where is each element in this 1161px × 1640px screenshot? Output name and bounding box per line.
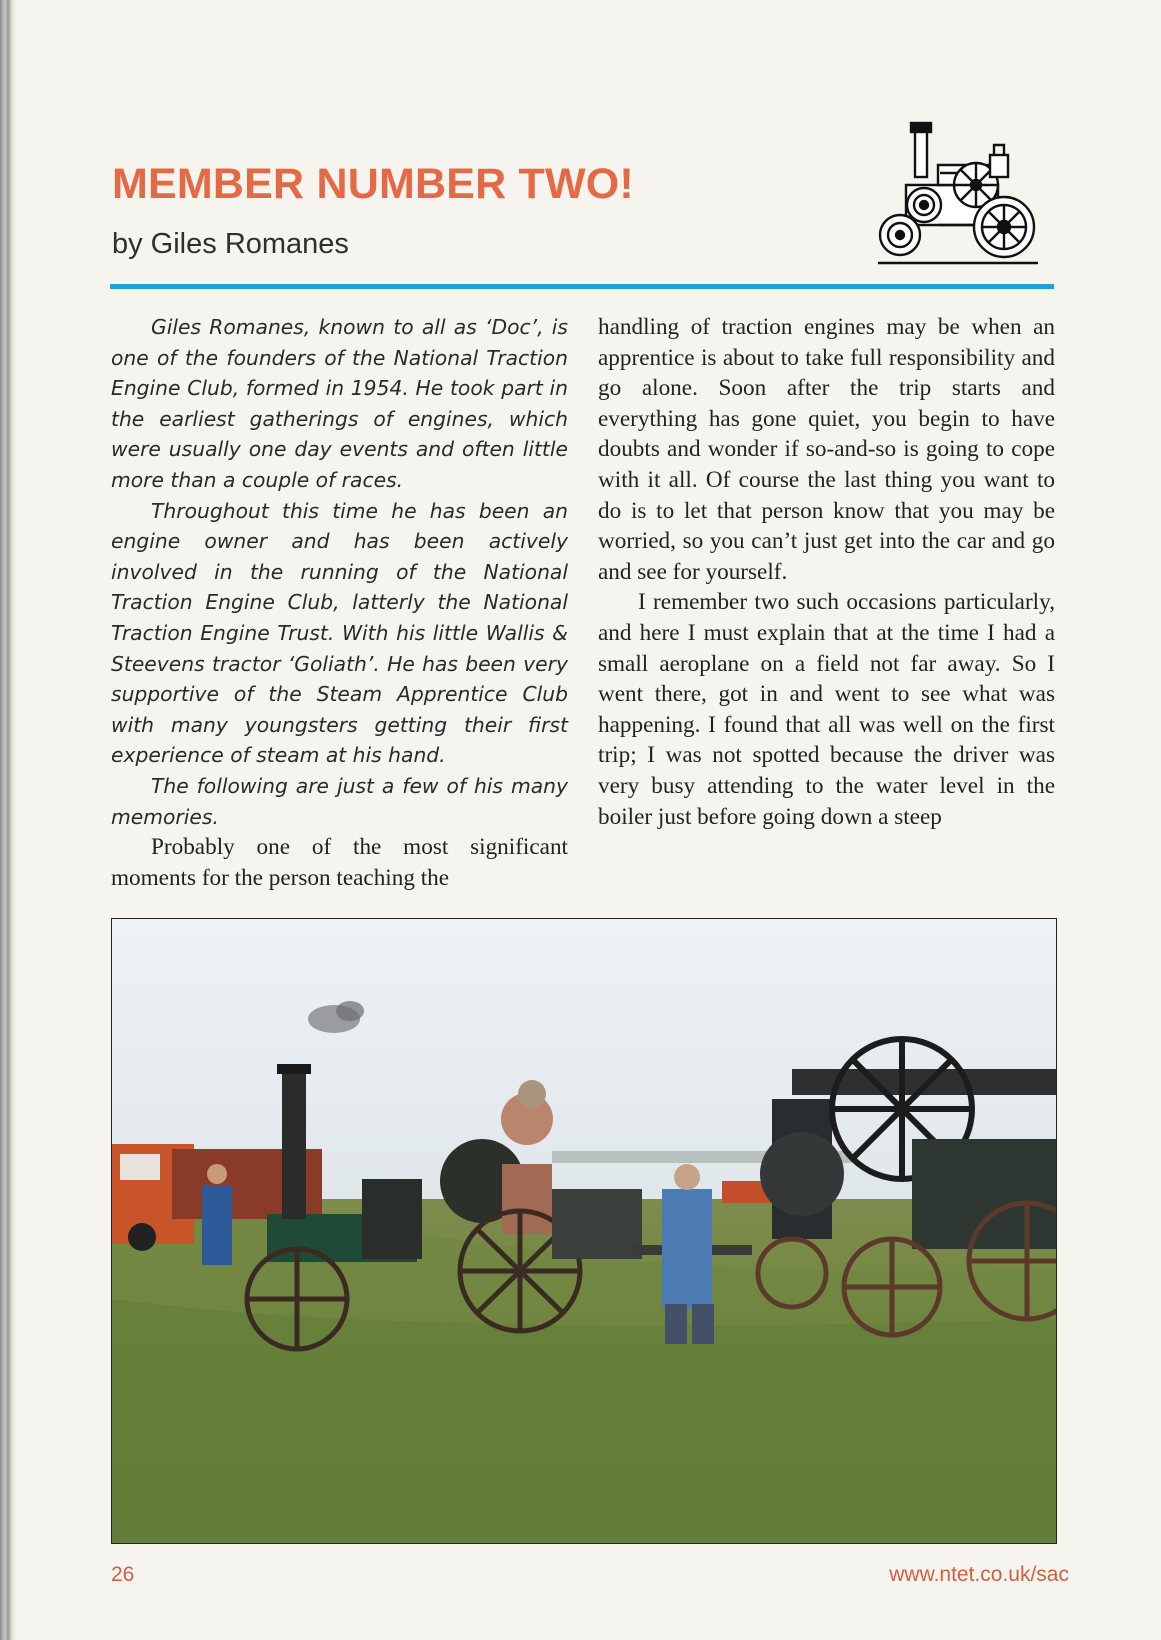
body-paragraph: Probably one of the most significant moments for the person teaching the	[111, 834, 568, 891]
article-title: MEMBER NUMBER TWO!	[112, 160, 634, 208]
left-column	[111, 312, 568, 893]
footer-website-link[interactable]: www.ntet.co.uk/sac	[889, 1563, 1069, 1586]
right-column	[598, 312, 1055, 832]
body-paragraph-continued: handling of traction engines may be when an apprentice is about to take full responsibility and go alone. Soon after the trip starts and everything has gone quiet, you begin to have doubts and wonder if so-and-so is going to cope with it all. Of course the last thing you want to do is to let that person know that you may be worried, so you can’t just get into the car and go and see for yourself.	[598, 314, 1055, 585]
page-number: 26	[111, 1563, 135, 1586]
page-binding-edge	[0, 0, 16, 1640]
traction-engine-illustration	[878, 115, 1038, 277]
body-paragraph: I remember two such occasions particularly, and here I must explain that at the time I had a small aeroplane on a field not far away. So I went there, got in and went to see what was happening. I found that all was well on the first trip; I was not spotted because the driver was very busy attending to the water level in the boiler just before going down a steep	[598, 589, 1055, 830]
intro-paragraph: The following are just a few of his many memories.	[111, 773, 568, 829]
intro-paragraph: Throughout this time he has been an engine owner and has been actively involved in the running of the National Traction Engine Club, latterly the National Traction Engine Trust. With his little Wallis & Steevens tractor ‘Goliath’. He has been very supportive of the Steam Apprentice Club with many youngsters getting their first experience of steam at his hand.	[111, 498, 568, 768]
title-divider	[110, 284, 1054, 289]
intro-paragraph: Giles Romanes, known to all as ‘Doc’, is one of the founders of the National Traction Engine Club, formed in 1954. He took part in the earliest gatherings of engines, which were usually one day events and often little more than a couple of races.	[111, 315, 568, 492]
traction-engines-photo	[111, 918, 1057, 1544]
article-byline: by Giles Romanes	[112, 228, 349, 260]
